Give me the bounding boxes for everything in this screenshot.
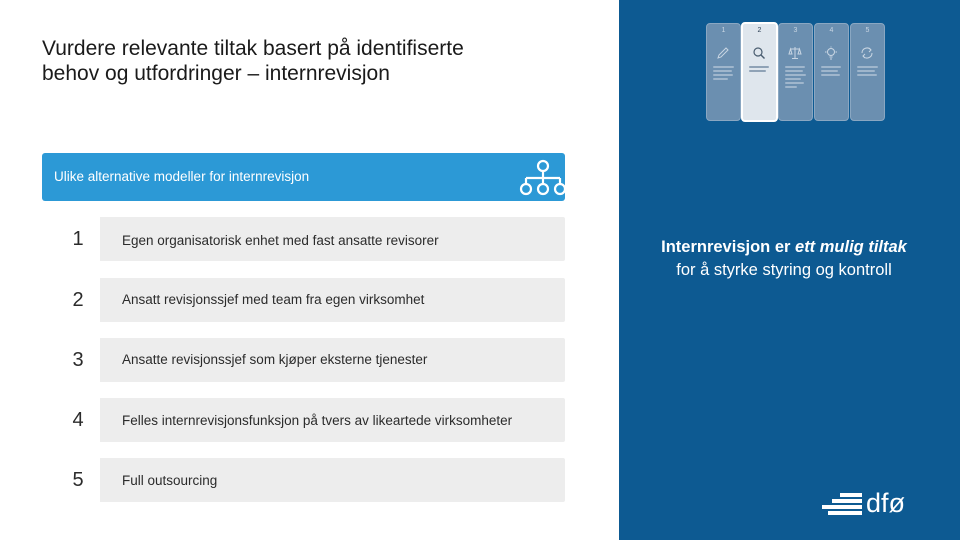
logo-bars <box>822 493 864 517</box>
item-number: 5 <box>56 458 100 502</box>
item-number: 3 <box>56 338 100 382</box>
title-line-1: Vurdere relevante tiltak basert på identifiserte <box>42 37 464 60</box>
step-number: 5 <box>865 27 870 34</box>
list-item <box>56 458 565 502</box>
process-step <box>850 23 885 121</box>
list-item <box>56 338 565 382</box>
item-text: Ansatt revisjonssjef med team fra egen virksomhet <box>122 292 425 307</box>
logo-text: dfø <box>866 488 906 518</box>
list-item <box>56 217 565 261</box>
magnifier-icon <box>752 46 766 60</box>
step-number: 1 <box>721 27 726 34</box>
item-number: 4 <box>56 398 100 442</box>
key-message-part-2: ett mulig tiltak <box>795 238 907 256</box>
key-message-part-1: Internrevisjon er <box>661 238 796 256</box>
process-step <box>814 23 849 121</box>
page-title <box>42 36 602 86</box>
item-text: Ansatte revisjonssjef som kjøper eksterne tjenester <box>122 352 428 367</box>
models-header <box>42 153 565 201</box>
process-step <box>778 23 813 121</box>
item-text: Egen organisatorisk enhet med fast ansatte revisorer <box>122 233 439 248</box>
key-message-part-3: for å styrke styring og kontroll <box>676 261 892 279</box>
cycle-icon <box>860 46 874 60</box>
step-number: 4 <box>829 27 834 34</box>
process-step <box>741 22 778 122</box>
list-item <box>56 398 565 442</box>
step-number: 2 <box>757 27 762 34</box>
step-number: 3 <box>793 27 798 34</box>
item-text: Full outsourcing <box>122 473 218 488</box>
org-chart-icon <box>516 159 570 197</box>
process-step <box>706 23 741 121</box>
scale-icon <box>788 46 802 60</box>
item-number: 1 <box>56 217 100 261</box>
pencil-icon <box>716 46 730 60</box>
title-line-2: behov og utfordringer – internrevisjon <box>42 62 390 85</box>
models-header-label: Ulike alternative modeller for internrevisjon <box>54 169 310 184</box>
lightbulb-icon <box>824 46 838 60</box>
item-number: 2 <box>56 278 100 322</box>
item-text: Felles internrevisjonsfunksjon på tvers av likeartede virksomheter <box>122 413 513 428</box>
list-item <box>56 278 565 322</box>
key-message <box>656 236 912 282</box>
dfo-logo <box>822 490 922 520</box>
